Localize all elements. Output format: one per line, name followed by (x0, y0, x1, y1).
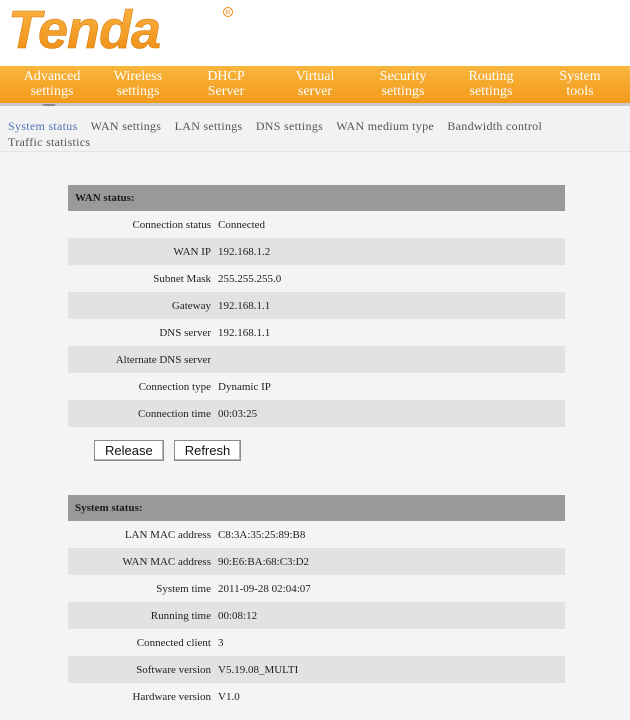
row-label: DNS server (159, 326, 211, 339)
svg-text:R: R (225, 9, 231, 17)
nav-label: tools (566, 84, 594, 99)
nav-security-settings[interactable] (362, 69, 444, 99)
row-label: Software version (136, 663, 211, 676)
row-value: V5.19.08_MULTI (218, 663, 299, 676)
table-row (68, 575, 565, 602)
row-label: Hardware version (132, 690, 211, 703)
subnav-lan-settings[interactable]: LAN settings (174, 119, 243, 133)
row-label: Connection status (132, 218, 211, 231)
row-label: System time (156, 582, 211, 595)
nav-label: Security (379, 69, 427, 84)
row-value: V1.0 (218, 690, 240, 703)
nav-dhcp-server[interactable] (186, 69, 266, 99)
nav-label: DHCP (207, 69, 245, 84)
nav-label: settings (116, 84, 160, 99)
table-row (68, 629, 565, 656)
nav-label: Advanced (23, 69, 81, 84)
row-label: Connected client (136, 636, 211, 649)
sub-nav (0, 106, 630, 152)
table-row (68, 656, 565, 683)
row-value: 90:E6:BA:68:C3:D2 (218, 555, 310, 568)
nav-label: Wireless (113, 69, 163, 84)
subnav-wan-settings[interactable]: WAN settings (90, 119, 162, 133)
table-row (68, 292, 565, 319)
row-label: Subnet Mask (153, 272, 211, 285)
row-label: WAN MAC address (122, 555, 211, 568)
table-row (68, 346, 565, 373)
nav-label: settings (381, 84, 425, 99)
wan-status-title: WAN status: (68, 185, 565, 211)
subnav-system-status[interactable]: System status (8, 119, 78, 133)
row-value: 192.168.1.1 (218, 326, 271, 339)
table-row (68, 211, 565, 238)
subnav-traffic-statistics[interactable]: Traffic statistics (8, 135, 91, 149)
subnav-wan-medium-type[interactable]: WAN medium type (336, 119, 435, 133)
row-value: Connected (218, 218, 266, 231)
nav-label: Virtual (295, 69, 335, 84)
subnav-bandwidth-control[interactable]: Bandwidth control (447, 119, 543, 133)
nav-routing-settings[interactable] (451, 69, 531, 99)
wan-status-table (68, 185, 565, 427)
row-label: WAN IP (173, 245, 211, 258)
subnav-dns-settings[interactable]: DNS settings (255, 119, 324, 133)
row-label: Connection type (138, 380, 211, 393)
table-row (68, 400, 565, 427)
nav-system-tools[interactable] (540, 69, 620, 99)
nav-label: Routing (468, 69, 514, 84)
nav-wireless-settings[interactable] (95, 69, 181, 99)
row-label: LAN MAC address (124, 528, 211, 541)
table-row (68, 521, 565, 548)
registered-mark-icon (224, 8, 233, 17)
table-row (68, 373, 565, 400)
row-value: 192.168.1.2 (218, 245, 271, 258)
table-row (68, 548, 565, 575)
tenda-logo (6, 2, 236, 60)
logo-text: Tenda (8, 2, 161, 60)
row-value: 192.168.1.1 (218, 299, 271, 312)
nav-label: System (559, 69, 601, 84)
table-row (68, 265, 565, 292)
row-value: 00:03:25 (218, 407, 258, 420)
row-label: Alternate DNS server (115, 353, 211, 366)
release-button[interactable]: Release (94, 440, 164, 461)
system-status-table (68, 495, 565, 710)
table-row (68, 602, 565, 629)
nav-label: Server (207, 84, 245, 99)
refresh-button[interactable]: Refresh (174, 440, 242, 461)
nav-advanced-settings[interactable] (6, 69, 98, 99)
nav-label: settings (30, 84, 74, 99)
table-row (68, 683, 565, 710)
system-status-title: System status: (68, 495, 565, 521)
row-value: C8:3A:35:25:89:B8 (218, 528, 306, 541)
row-value: 255.255.255.0 (218, 272, 282, 285)
content-area (0, 152, 630, 720)
row-label: Connection time (137, 407, 211, 420)
table-row (68, 319, 565, 346)
wan-actions (94, 440, 241, 461)
row-value: 3 (218, 636, 224, 649)
main-nav (0, 66, 630, 106)
nav-virtual-server[interactable] (275, 69, 355, 99)
row-value: 00:08:12 (218, 609, 258, 622)
table-row (68, 238, 565, 265)
row-label: Running time (150, 609, 211, 622)
nav-label: server (297, 84, 333, 99)
nav-label: settings (469, 84, 513, 99)
row-value: Dynamic IP (218, 380, 271, 393)
row-value: 2011-09-28 02:04:07 (218, 582, 311, 595)
row-label: Gateway (171, 299, 211, 312)
